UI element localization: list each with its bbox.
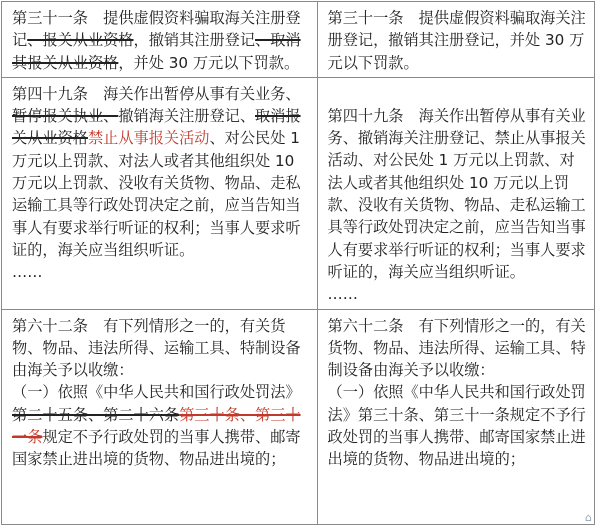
left-cell-article-31	[2, 2, 318, 78]
text-run: ，撤销其注册登记	[133, 31, 255, 50]
text-run: （一）依照《中华人民共和国行政处罚法》	[12, 383, 301, 402]
text-run: 撤销海关注册登记、	[118, 107, 255, 126]
text-run: 第四十九条 海关作出暂停从事有关业务、	[12, 84, 301, 103]
deleted-text: 取消报关从业资格	[12, 107, 301, 148]
left-cell-article-49	[2, 77, 318, 309]
paragraph: 第六十二条 有下列情形之一的，有关货物、物品、违法所得、运输工具、特制设备由海关予以收缴：	[327, 316, 586, 380]
text-run: 第四十九条 海关作出暂停从事有关业务、撤销海关注册登记、禁止从事报关活动、对公民处 1 万元以上罚款、对法人或者其他组织处 10 万元以上罚款、没收有关货物、物品、走私运输工具等行政处罚决定之前，应当告知当事人有要求举行听证的权利；当事人要求听证的，海关应当组织听证。	[327, 106, 586, 281]
added-deleted-text: 第三十条、第三十一条	[12, 405, 301, 447]
paragraph: 第六十二条 有下列情形之一的，有关货物、物品、违法所得、运输工具、特制设备由海关予以收缴：	[12, 316, 301, 380]
text-run: ，并处 30 万元以下罚款。	[118, 53, 300, 72]
paragraph	[328, 83, 587, 283]
right-cell-article-49	[317, 77, 595, 309]
deleted-text: 、报关从业资格	[27, 31, 134, 50]
right-cell-article-62	[317, 309, 595, 524]
ellipsis: ……	[327, 285, 358, 304]
text-run: 第三十一条 提供虚假资料骗取海关注册登记，撤销其注册登记，并处 30 万元以下罚款。	[327, 9, 586, 72]
text-run: 、对公民处 1 万元以上罚款、对法人或者其他组织处 10 万元以上罚款、没收有关货物、物品、走私运输工具等行政处罚决定之前，应当告知当事人有要求举行听证的权利；当事人要求听证的，海关应当组织听证。	[12, 129, 301, 259]
law-comparison-table	[1, 1, 595, 525]
text-run: 规定不予行政处罚的当事人携带、邮寄国家禁止进出境的货物、物品进出境的；	[12, 428, 301, 469]
paragraph	[12, 381, 309, 470]
right-cell-article-31	[317, 2, 595, 78]
table-row	[2, 77, 595, 309]
table-row	[2, 2, 595, 78]
deleted-text: 、取消其报关从业资格	[12, 31, 301, 72]
text-run: 第三十一条 提供虚假资料骗取海关注册登记	[12, 9, 301, 50]
ellipsis: ……	[12, 263, 43, 282]
deleted-text: 暂停报关执业、	[12, 107, 119, 126]
watermark-logo: ⌂	[585, 511, 592, 524]
table-row	[2, 309, 595, 524]
paragraph	[12, 83, 309, 261]
added-text: 禁止从事报关活动	[87, 129, 210, 148]
paragraph: （一）依照《中华人民共和国行政处罚法》第三十条、第三十一条规定不予行政处罚的当事人携带、邮寄国家禁止进出境的货物、物品进出境的；	[327, 383, 586, 469]
left-cell-article-62	[2, 309, 318, 524]
deleted-text: 第二十五条、第二十六条	[12, 405, 180, 424]
